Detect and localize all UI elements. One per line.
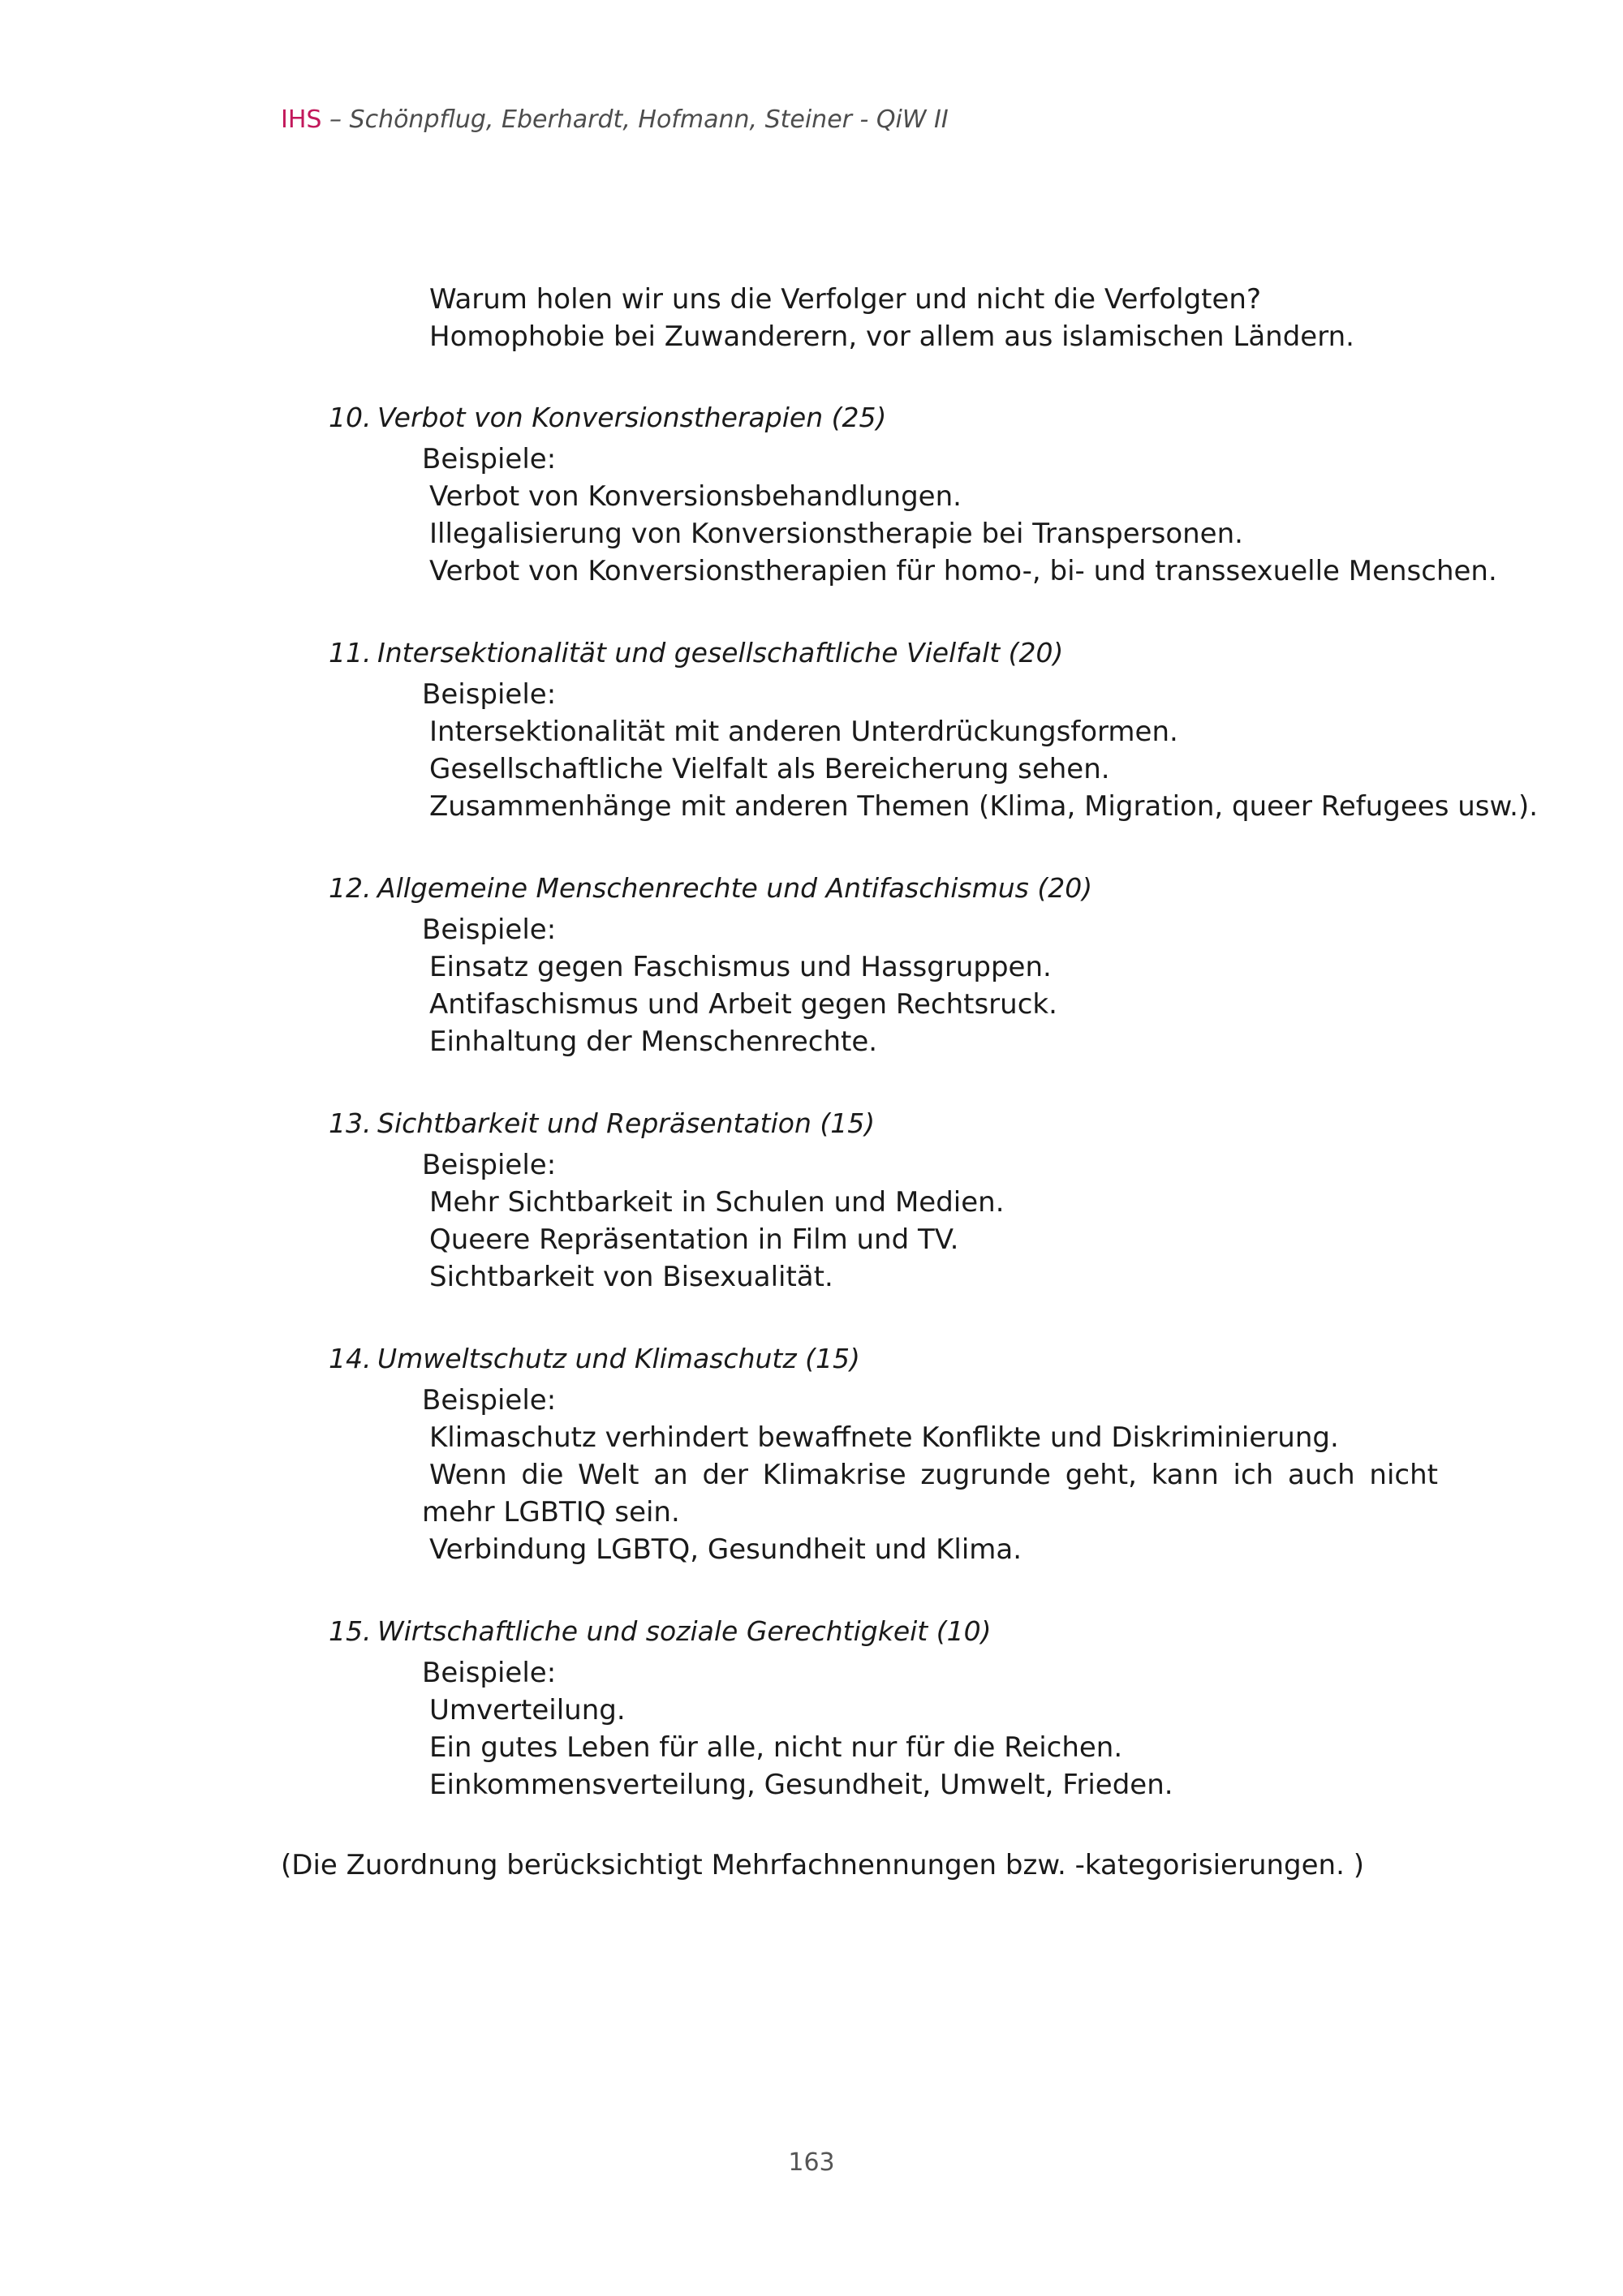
category-number: 10.: [329, 402, 372, 433]
example-line: Ein gutes Leben für alle, nicht nur für die Reichen.: [429, 1731, 1123, 1764]
header-org: IHS: [281, 105, 322, 134]
examples-label: Beispiele:: [422, 914, 557, 946]
category-number: 12.: [329, 872, 372, 904]
intro-line: Warum holen wir uns die Verfolger und nicht die Verfolgten?: [429, 283, 1262, 316]
example-line: Intersektionalität mit anderen Unterdrückungsformen.: [429, 716, 1178, 748]
category-title: [329, 634, 1063, 672]
footnote-remark: (Die Zuordnung berücksichtigt Mehrfachnennungen bzw. -kategorisierungen. ): [281, 1849, 1364, 1881]
example-line: Einhaltung der Menschenrechte.: [429, 1025, 878, 1058]
category-title: [329, 870, 1092, 907]
example-line: Einsatz gegen Faschismus und Hassgruppen.: [429, 951, 1052, 983]
category-number: 14.: [329, 1343, 372, 1374]
example-line: Verbot von Konversionstherapien für homo-, bi- und transsexuelle Menschen.: [429, 555, 1497, 587]
category-title: [329, 1340, 860, 1378]
example-line: Klimaschutz verhindert bewaffnete Konflikte und Diskriminierung.: [429, 1421, 1339, 1454]
example-line: Verbindung LGBTQ, Gesundheit und Klima.: [429, 1533, 1022, 1566]
intro-line: Homophobie bei Zuwanderern, vor allem aus islamischen Ländern.: [429, 320, 1354, 353]
example-paragraph: Wenn die Welt an der Klimakrise zugrunde geht, kann ich auch nicht mehr LGBTIQ sein.: [422, 1459, 1438, 1529]
examples-label: Beispiele:: [422, 443, 557, 475]
category-title: [329, 1613, 991, 1650]
examples-label: Beispiele:: [422, 678, 557, 711]
example-line: Gesellschaftliche Vielfalt als Bereicherung sehen.: [429, 753, 1110, 785]
category-name: Allgemeine Menschenrechte und Antifaschismus (20): [377, 872, 1093, 904]
category-number: 15.: [329, 1615, 372, 1647]
category-title: [329, 399, 886, 436]
example-line: Sichtbarkeit von Bisexualität.: [429, 1261, 833, 1293]
example-line: Illegalisierung von Konversionstherapie bei Transpersonen.: [429, 518, 1243, 550]
example-line: Einkommensverteilung, Gesundheit, Umwelt, Frieden.: [429, 1769, 1173, 1801]
category-name: Umweltschutz und Klimaschutz (15): [377, 1343, 860, 1374]
example-line: Antifaschismus und Arbeit gegen Rechtsruck.: [429, 988, 1057, 1021]
example-line: Queere Repräsentation in Film und TV.: [429, 1223, 959, 1256]
header-authors: – Schönpflug, Eberhardt, Hofmann, Steiner - QiW II: [321, 105, 949, 134]
category-name: Sichtbarkeit und Repräsentation (15): [377, 1107, 876, 1139]
category-name: Verbot von Konversionstherapien (25): [377, 402, 887, 433]
example-line: Umverteilung.: [429, 1694, 626, 1726]
examples-label: Beispiele:: [422, 1384, 557, 1417]
example-line: Zusammenhänge mit anderen Themen (Klima, Migration, queer Refugees usw.).: [429, 790, 1539, 823]
page-number: 163: [788, 2148, 835, 2177]
category-number: 13.: [329, 1107, 372, 1139]
page-header: [281, 105, 949, 134]
category-name: Wirtschaftliche und soziale Gerechtigkeit (10): [377, 1615, 992, 1647]
category-name: Intersektionalität und gesellschaftliche Vielfalt (20): [377, 637, 1064, 669]
examples-label: Beispiele:: [422, 1657, 557, 1689]
example-line: Mehr Sichtbarkeit in Schulen und Medien.: [429, 1186, 1005, 1219]
example-line: Verbot von Konversionsbehandlungen.: [429, 480, 962, 513]
examples-label: Beispiele:: [422, 1149, 557, 1181]
category-title: [329, 1105, 875, 1142]
category-number: 11.: [329, 637, 372, 669]
